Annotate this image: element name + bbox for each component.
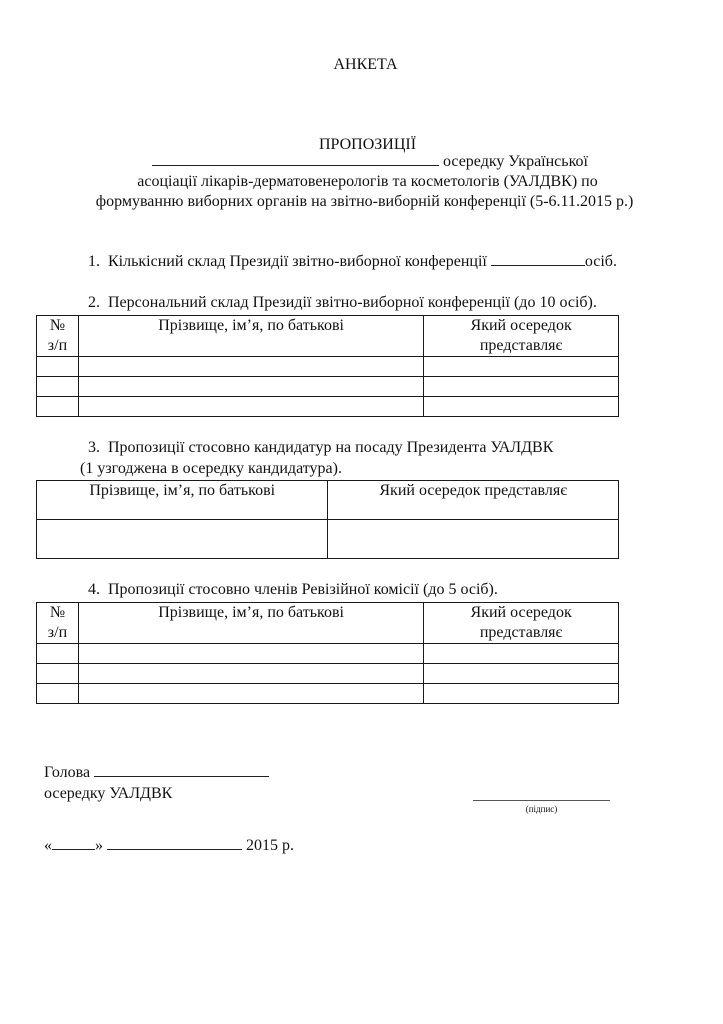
signature-line[interactable] xyxy=(473,800,610,801)
section-3-note: (1 узгоджена в осередку кандидатура). xyxy=(80,460,342,477)
cell-no[interactable] xyxy=(37,664,79,684)
cell-full-name[interactable] xyxy=(37,520,328,559)
table-row xyxy=(37,684,619,704)
date-open-quote: « xyxy=(44,837,52,854)
section-1-suffix: осіб. xyxy=(584,253,617,270)
cell-no[interactable] xyxy=(37,644,79,664)
header-line-1-suffix: осередку Української xyxy=(443,153,588,170)
section-1-text: Кількісний склад Президії звітно-виборної конференції xyxy=(108,253,487,270)
cell-no[interactable] xyxy=(37,357,79,377)
table-row xyxy=(37,664,619,684)
table-row xyxy=(37,377,619,397)
branch-label: осередку УАЛДВК xyxy=(44,785,173,802)
cell-full-name[interactable] xyxy=(78,397,423,417)
header-no: № з/п xyxy=(37,603,79,644)
signature-caption: (підпис) xyxy=(525,804,558,814)
header-line-1 xyxy=(152,154,588,170)
cell-full-name[interactable] xyxy=(78,664,423,684)
section-3-text: Пропозиції стосовно кандидатур на посаду Президента УАЛДВК xyxy=(108,439,554,456)
date-day-blank[interactable] xyxy=(52,848,95,850)
section-2-heading xyxy=(88,295,597,311)
table-row xyxy=(37,520,619,559)
table-row xyxy=(37,357,619,377)
header-branch: Який осередок представляє xyxy=(424,603,619,644)
section-4-text: Пропозиції стосовно членів Ревізійної комісії (до 5 осіб). xyxy=(108,581,498,598)
audit-commission-table xyxy=(36,602,619,704)
section-4-number: 4. xyxy=(88,581,100,598)
section-1-number: 1. xyxy=(88,253,100,270)
table-row xyxy=(37,397,619,417)
date-year: 2015 р. xyxy=(246,837,294,854)
section-4-heading xyxy=(88,582,498,598)
branch-name-blank[interactable] xyxy=(152,164,439,166)
section-1 xyxy=(88,254,617,270)
header-branch: Який осередок представляє xyxy=(328,481,619,520)
header-full-name: Прізвище, ім’я, по батькові xyxy=(37,481,328,520)
header-line-2: асоціації лікарів-дерматовенерологів та косметологів (УАЛДВК) по xyxy=(137,173,598,190)
header-full-name: Прізвище, ім’я, по батькові xyxy=(78,603,423,644)
header-no: № з/п xyxy=(37,316,79,357)
date-line xyxy=(44,838,294,854)
header-full-name: Прізвище, ім’я, по батькові xyxy=(78,316,423,357)
cell-no[interactable] xyxy=(37,397,79,417)
presidium-count-blank[interactable] xyxy=(491,264,585,266)
head-line xyxy=(44,765,269,781)
cell-branch[interactable] xyxy=(424,357,619,377)
section-2-text: Персональний склад Президії звітно-виборної конференції (до 10 осіб). xyxy=(108,294,597,311)
cell-branch[interactable] xyxy=(424,644,619,664)
section-2-number: 2. xyxy=(88,294,100,311)
cell-full-name[interactable] xyxy=(78,684,423,704)
date-month-blank[interactable] xyxy=(107,848,242,850)
header-branch: Який осередок представляє xyxy=(424,316,619,357)
presidium-table xyxy=(36,315,619,417)
cell-no[interactable] xyxy=(37,377,79,397)
table-header-row xyxy=(37,481,619,520)
cell-full-name[interactable] xyxy=(78,377,423,397)
table-header-row xyxy=(37,316,619,357)
section-3-heading xyxy=(88,440,553,456)
table-row xyxy=(37,644,619,664)
cell-full-name[interactable] xyxy=(78,357,423,377)
section-3-number: 3. xyxy=(88,439,100,456)
table-header-row xyxy=(37,603,619,644)
cell-no[interactable] xyxy=(37,684,79,704)
header-line-3: формуванню виборних органів на звітно-виборній конференції (5-6.11.2015 р.) xyxy=(95,193,634,210)
cell-branch[interactable] xyxy=(424,377,619,397)
cell-branch[interactable] xyxy=(424,397,619,417)
document-title: АНКЕТА xyxy=(333,56,398,73)
document-subtitle: ПРОПОЗИЦІЇ xyxy=(318,136,417,153)
date-close-quote: » xyxy=(95,837,103,854)
cell-branch[interactable] xyxy=(424,684,619,704)
head-label: Голова xyxy=(44,764,91,781)
cell-full-name[interactable] xyxy=(78,644,423,664)
head-name-blank[interactable] xyxy=(94,775,269,777)
cell-branch[interactable] xyxy=(424,664,619,684)
president-candidate-table xyxy=(36,480,619,559)
cell-branch[interactable] xyxy=(328,520,619,559)
